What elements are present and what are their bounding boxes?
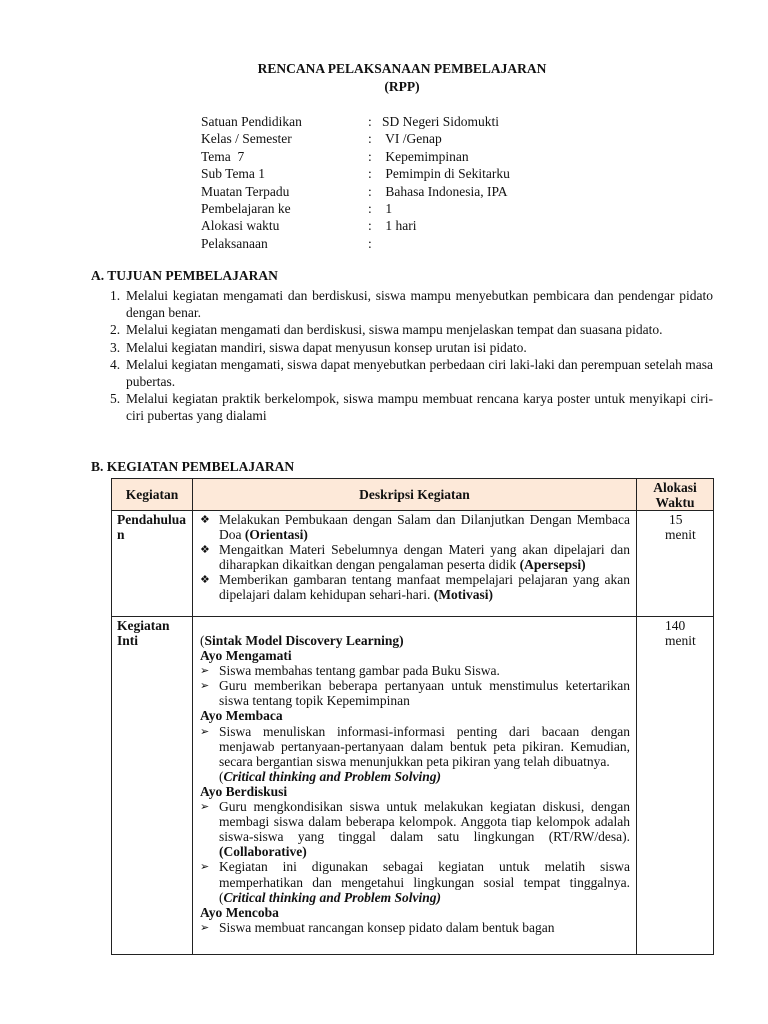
info-value: VI /Genap (382, 131, 442, 147)
learning-goals-list (110, 287, 713, 425)
info-value: 1 (382, 200, 393, 216)
item-text: Melakukan Pembukaan dengan Salam dan Dilanjutkan Dengan Membaca Doa (219, 512, 630, 543)
activities-table (111, 478, 714, 955)
list-text (219, 859, 630, 904)
diamond-bullet-icon: ❖ (200, 543, 210, 557)
list-item (110, 356, 713, 390)
list-number: 5. (110, 391, 121, 407)
list-item (200, 572, 630, 602)
info-separator: : (368, 148, 372, 164)
info-value: Bahasa Indonesia, IPA (382, 183, 508, 199)
header-alokasi: Alokasi Waktu (637, 479, 714, 511)
arrow-bullet-icon: ➢ (200, 920, 210, 934)
section-a-heading: A. TUJUAN PEMBELAJARAN (91, 268, 278, 283)
info-label: Sub Tema 1 (201, 166, 266, 182)
identity-info (201, 113, 510, 252)
table-row-inti (112, 617, 714, 955)
info-separator: : (368, 114, 372, 129)
activity-label: Kegiatan Inti (112, 617, 193, 955)
section-b-heading: B. KEGIATAN PEMBELAJARAN (91, 459, 295, 474)
info-label: Pelaksanaan (201, 235, 268, 251)
arrow-bullet-icon: ➢ (200, 679, 210, 693)
subheading-ayo-membaca: Ayo Membaca (200, 708, 283, 724)
item-text: Memberikan gambaran tentang manfaat mempelajari pelajaran yang akan dipelajari dalam kehidupan sehari-hari. (219, 572, 630, 603)
item-tag: (Apersepsi) (519, 557, 586, 573)
paren: ( (219, 768, 224, 784)
subheading-ayo-mencoba: Ayo Mencoba (200, 904, 279, 920)
arrow-bullet-icon: ➢ (200, 664, 210, 678)
item-text: Kegiatan ini digunakan sebagai kegiatan untuk melatih siswa memperhatikan dan mengetahui lingkungan sosial tempat tinggalnya. ( (219, 859, 630, 905)
list-text: Melalui kegiatan mengamati, siswa dapat menyebutkan perbedaan ciri laki-laki dan perempuan setelah masa pubertas. (126, 356, 713, 390)
list-item (200, 859, 630, 904)
info-label: Muatan Terpadu (201, 183, 290, 199)
list-item (200, 678, 630, 708)
info-value: Pemimpin di Sekitarku (382, 166, 510, 182)
list-item (200, 512, 630, 542)
info-row (201, 148, 510, 165)
time-number: 140 (665, 618, 686, 633)
info-value: SD Negeri Sidomukti (382, 114, 499, 129)
list-item (200, 542, 630, 572)
list-item (200, 799, 630, 859)
diamond-bullet-icon: ❖ (200, 513, 210, 526)
list-item (200, 724, 630, 769)
list-item (110, 321, 713, 338)
info-separator: : (368, 183, 372, 199)
info-separator: : (368, 166, 372, 182)
info-row (201, 183, 510, 200)
list-text (219, 572, 630, 602)
info-row (201, 165, 510, 182)
list-number: 3. (110, 339, 121, 355)
list-item (200, 920, 630, 935)
activity-time (637, 617, 714, 955)
info-row (201, 200, 510, 217)
info-row (201, 113, 510, 130)
info-row (201, 130, 510, 147)
model-name: Sintak Model Discovery Learning) (204, 633, 404, 648)
info-row (201, 217, 510, 234)
list-number: 4. (110, 356, 121, 372)
list-text (219, 542, 630, 572)
info-label: Tema 7 (201, 148, 245, 164)
header-deskripsi: Deskripsi Kegiatan (193, 479, 637, 511)
item-tag: (Orientasi) (244, 527, 308, 543)
arrow-bullet-icon: ➢ (200, 800, 210, 814)
list-item (110, 390, 713, 424)
time-unit: menit (665, 527, 696, 542)
subheading-ayo-berdiskusi: Ayo Berdiskusi (200, 783, 288, 799)
info-label: Pembelajaran ke (201, 200, 291, 216)
info-label: Kelas / Semester (201, 131, 292, 147)
model-caption (200, 633, 630, 648)
list-text: Melalui kegiatan mengamati dan berdiskusi, siswa mampu menjelaskan tempat dan suasana pidato. (126, 322, 663, 338)
item-tag: Critical thinking and Problem Solving) (223, 889, 442, 905)
info-separator: : (368, 131, 372, 147)
note-text: Critical thinking and Problem Solving) (223, 768, 442, 784)
paren: ( (200, 633, 205, 648)
list-item (110, 287, 713, 321)
list-text: Melalui kegiatan mengamati dan berdiskusi, siswa mampu menyebutkan pembicara dan pendengar pidato dengan benar. (126, 288, 713, 321)
time-unit: menit (665, 633, 696, 648)
item-tag: (Motivasi) (433, 587, 494, 603)
arrow-bullet-icon: ➢ (200, 724, 210, 738)
skill-note (200, 769, 630, 784)
list-text: Melalui kegiatan mandiri, siswa dapat menyusun konsep urutan isi pidato. (126, 339, 527, 355)
list-number: 1. (110, 288, 121, 303)
subheading-ayo-mengamati: Ayo Mengamati (200, 648, 292, 664)
list-text: Guru memberikan beberapa pertanyaan untuk menstimulus ketertarikan siswa tentang topik Kepemimpinan (219, 678, 630, 709)
info-label: Satuan Pendidikan (201, 114, 302, 129)
activity-description (193, 511, 637, 617)
list-text: Siswa membuat rancangan konsep pidato dalam bentuk bagan (219, 919, 555, 935)
activity-label: Pendahuluan (112, 511, 193, 617)
list-text: Siswa membahas tentang gambar pada Buku Siswa. (219, 663, 500, 679)
list-item (110, 339, 713, 356)
document-subtitle: (RPP) (384, 79, 420, 94)
time-number: 15 (669, 512, 683, 527)
list-text: Melalui kegiatan praktik berkelompok, siswa mampu membuat rencana karya poster untuk menyikapi ciri-ciri pubertas yang dialami (126, 391, 713, 424)
list-number: 2. (110, 322, 121, 338)
activity-description (193, 617, 637, 955)
document-title: RENCANA PELAKSANAAN PEMBELAJARAN (257, 61, 547, 76)
info-value: Kepemimpinan (382, 148, 469, 164)
info-value: 1 hari (382, 218, 417, 234)
info-label: Alokasi waktu (201, 218, 280, 234)
list-item (200, 663, 630, 678)
arrow-bullet-icon: ➢ (200, 860, 210, 874)
list-text (219, 512, 630, 542)
item-tag: (Collaborative) (219, 844, 307, 860)
table-header-row (112, 479, 714, 511)
info-row (201, 235, 510, 252)
list-text: Siswa menuliskan informasi-informasi penting dari bacaan dengan menjawab pertanyaan-pertanyaan dalam bentuk peta pikiran. Kemudian, secara bergantian siswa menunjukkan peta pikiran yang telah dibuatnya. (219, 723, 630, 769)
activity-time (637, 511, 714, 617)
table-row-pendahuluan (112, 511, 714, 617)
item-text: Guru mengkondisikan siswa untuk melakukan kegiatan diskusi, dengan membagi siswa dalam beberapa kelompok. Anggota tiap kelompok adalah siswa-siswa yang tinggal dalam satu lingkungan (RT/RW/desa). (219, 799, 630, 845)
diamond-bullet-icon: ❖ (200, 573, 210, 587)
list-text (219, 799, 630, 859)
info-separator: : (368, 235, 372, 251)
info-separator: : (368, 200, 372, 216)
info-separator: : (368, 218, 372, 234)
header-kegiatan: Kegiatan (112, 479, 193, 511)
item-text: Mengaitkan Materi Sebelumnya dengan Materi yang akan dipelajari dan diharapkan dikaitkan dengan pengalaman peserta didik (219, 542, 630, 573)
